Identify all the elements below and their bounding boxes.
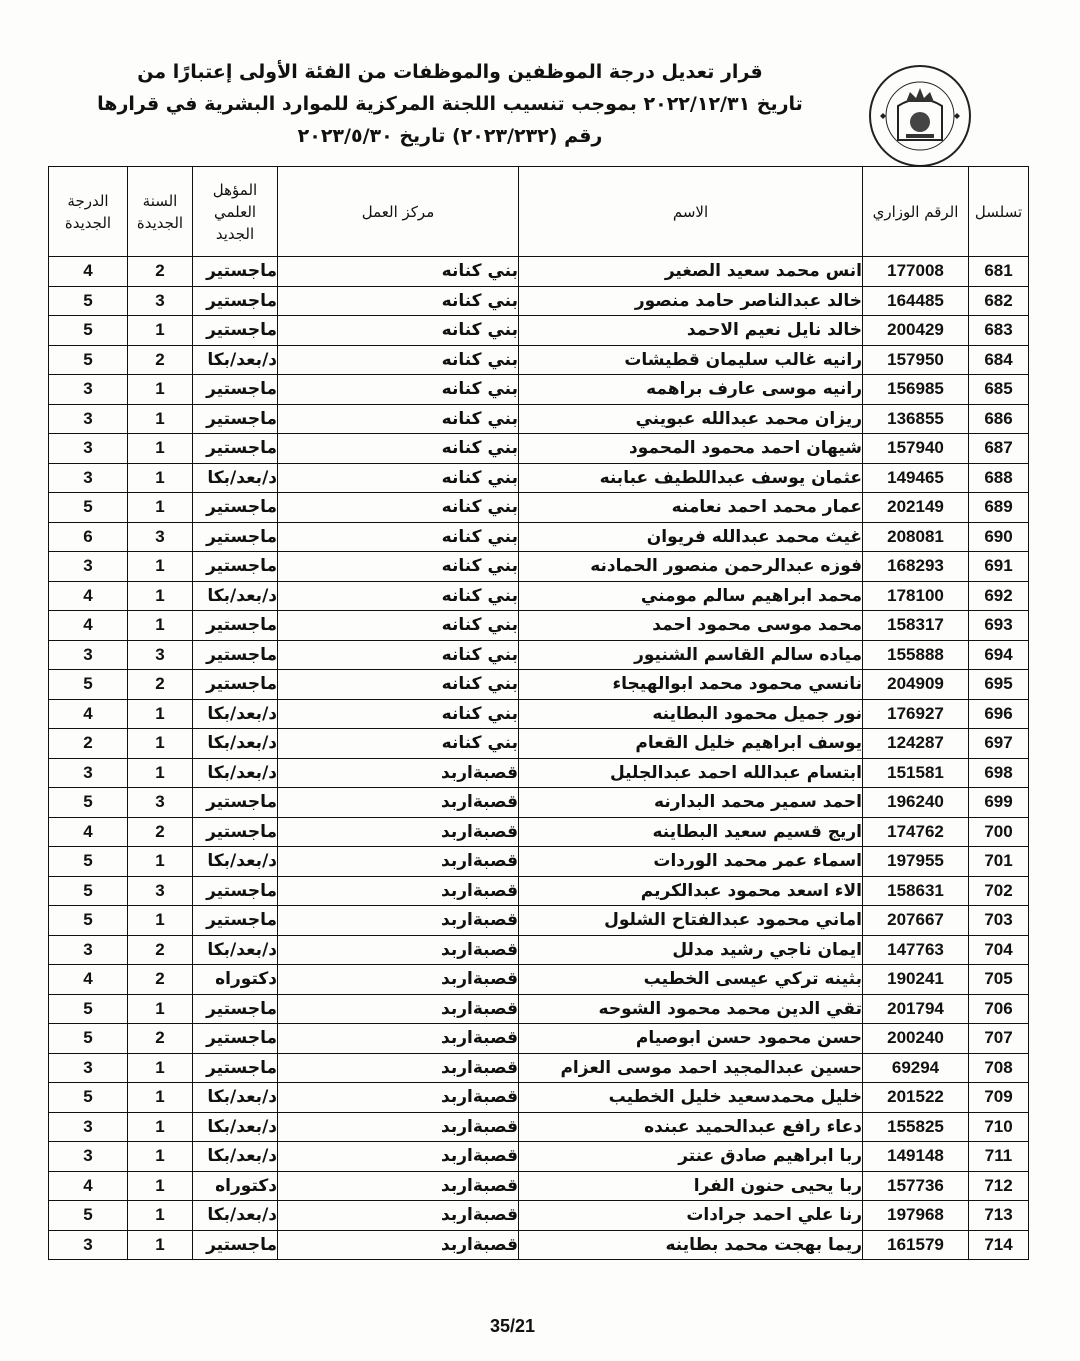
cell-work-center: بني كنانه: [278, 404, 519, 434]
cell-grade: 4: [49, 581, 128, 611]
cell-grade: 4: [49, 611, 128, 641]
cell-serial: 683: [969, 316, 1029, 346]
cell-work-center: بني كنانه: [278, 316, 519, 346]
cell-qualification: ماجستير: [193, 404, 278, 434]
cell-work-center: بني كنانه: [278, 286, 519, 316]
cell-name: دعاء رافع عبدالحميد عبنده: [519, 1112, 863, 1142]
cell-name: ايمان ناجي رشيد مدلل: [519, 935, 863, 965]
cell-work-center: قصبةاربد: [278, 1142, 519, 1172]
cell-grade: 5: [49, 994, 128, 1024]
cell-name: انس محمد سعيد الصغير: [519, 257, 863, 287]
table-row: [49, 876, 1029, 906]
cell-grade: 3: [49, 375, 128, 405]
cell-year: 1: [128, 316, 193, 346]
cell-serial: 705: [969, 965, 1029, 995]
cell-name: نانسي محمود محمد ابوالهيجاء: [519, 670, 863, 700]
cell-grade: 6: [49, 522, 128, 552]
cell-work-center: قصبةاربد: [278, 847, 519, 877]
cell-qualification: ماجستير: [193, 493, 278, 523]
cell-serial: 684: [969, 345, 1029, 375]
cell-name: شيهان احمد محمود المحمود: [519, 434, 863, 464]
cell-serial: 689: [969, 493, 1029, 523]
cell-grade: 4: [49, 1171, 128, 1201]
cell-year: 1: [128, 1112, 193, 1142]
cell-ministry-number: 196240: [863, 788, 969, 818]
table-row: [49, 463, 1029, 493]
cell-year: 2: [128, 670, 193, 700]
cell-serial: 695: [969, 670, 1029, 700]
cell-year: 3: [128, 876, 193, 906]
table-row: [49, 817, 1029, 847]
table-row: [49, 906, 1029, 936]
cell-ministry-number: 151581: [863, 758, 969, 788]
cell-serial: 690: [969, 522, 1029, 552]
cell-year: 1: [128, 581, 193, 611]
cell-serial: 700: [969, 817, 1029, 847]
cell-year: 1: [128, 847, 193, 877]
cell-ministry-number: 200240: [863, 1024, 969, 1054]
cell-name: خالد نايل نعيم الاحمد: [519, 316, 863, 346]
cell-qualification: ماجستير: [193, 906, 278, 936]
cell-serial: 708: [969, 1053, 1029, 1083]
cell-name: نور جميل محمود البطاينه: [519, 699, 863, 729]
cell-ministry-number: 178100: [863, 581, 969, 611]
cell-work-center: قصبةاربد: [278, 1201, 519, 1231]
cell-serial: 703: [969, 906, 1029, 936]
cell-grade: 3: [49, 434, 128, 464]
cell-name: عمار محمد احمد نعامنه: [519, 493, 863, 523]
cell-year: 1: [128, 758, 193, 788]
cell-ministry-number: 201522: [863, 1083, 969, 1113]
cell-ministry-number: 124287: [863, 729, 969, 759]
cell-serial: 687: [969, 434, 1029, 464]
cell-qualification: د/بعد/بكا: [193, 1112, 278, 1142]
cell-grade: 3: [49, 552, 128, 582]
cell-work-center: قصبةاربد: [278, 1083, 519, 1113]
cell-work-center: قصبةاربد: [278, 788, 519, 818]
cell-serial: 714: [969, 1230, 1029, 1260]
cell-ministry-number: 190241: [863, 965, 969, 995]
cell-name: رانيه موسى عارف براهمه: [519, 375, 863, 405]
cell-ministry-number: 168293: [863, 552, 969, 582]
cell-year: 1: [128, 699, 193, 729]
cell-year: 1: [128, 493, 193, 523]
cell-work-center: قصبةاربد: [278, 1024, 519, 1054]
cell-work-center: قصبةاربد: [278, 817, 519, 847]
cell-serial: 704: [969, 935, 1029, 965]
cell-qualification: دكتوراه: [193, 1171, 278, 1201]
table-row: [49, 375, 1029, 405]
header-work-center: مركز العمل: [278, 167, 519, 257]
table-row: [49, 847, 1029, 877]
cell-work-center: قصبةاربد: [278, 1112, 519, 1142]
cell-year: 1: [128, 375, 193, 405]
cell-work-center: قصبةاربد: [278, 758, 519, 788]
cell-serial: 711: [969, 1142, 1029, 1172]
table-row: [49, 345, 1029, 375]
cell-year: 1: [128, 1230, 193, 1260]
table-row: [49, 257, 1029, 287]
employees-table: [48, 166, 1029, 1260]
cell-qualification: ماجستير: [193, 316, 278, 346]
cell-serial: 682: [969, 286, 1029, 316]
cell-work-center: بني كنانه: [278, 434, 519, 464]
cell-work-center: بني كنانه: [278, 522, 519, 552]
cell-qualification: ماجستير: [193, 876, 278, 906]
table-row: [49, 611, 1029, 641]
cell-grade: 5: [49, 1083, 128, 1113]
cell-ministry-number: 156985: [863, 375, 969, 405]
header-new-grade: الدرجة الجديدة: [49, 167, 128, 257]
cell-serial: 707: [969, 1024, 1029, 1054]
table-row: [49, 699, 1029, 729]
table-body: [49, 257, 1029, 1260]
cell-serial: 688: [969, 463, 1029, 493]
cell-ministry-number: 201794: [863, 994, 969, 1024]
cell-work-center: بني كنانه: [278, 729, 519, 759]
cell-work-center: قصبةاربد: [278, 906, 519, 936]
cell-name: عثمان يوسف عبداللطيف عبابنه: [519, 463, 863, 493]
cell-grade: 5: [49, 670, 128, 700]
cell-name: غيث محمد عبدالله فريوان: [519, 522, 863, 552]
table-row: [49, 1171, 1029, 1201]
cell-work-center: بني كنانه: [278, 611, 519, 641]
cell-qualification: د/بعد/بكا: [193, 581, 278, 611]
cell-grade: 5: [49, 876, 128, 906]
cell-work-center: بني كنانه: [278, 581, 519, 611]
cell-ministry-number: 147763: [863, 935, 969, 965]
cell-qualification: ماجستير: [193, 788, 278, 818]
cell-ministry-number: 176927: [863, 699, 969, 729]
cell-grade: 5: [49, 286, 128, 316]
cell-grade: 3: [49, 463, 128, 493]
table-row: [49, 1201, 1029, 1231]
cell-year: 1: [128, 906, 193, 936]
cell-serial: 699: [969, 788, 1029, 818]
cell-ministry-number: 164485: [863, 286, 969, 316]
table-row: [49, 1230, 1029, 1260]
cell-qualification: ماجستير: [193, 640, 278, 670]
header-new-qualification: المؤهل العلمي الجديد: [193, 167, 278, 257]
cell-serial: 691: [969, 552, 1029, 582]
cell-ministry-number: 155825: [863, 1112, 969, 1142]
cell-ministry-number: 149148: [863, 1142, 969, 1172]
cell-ministry-number: 157736: [863, 1171, 969, 1201]
cell-name: ريزان محمد عبدالله عبويني: [519, 404, 863, 434]
cell-ministry-number: 157950: [863, 345, 969, 375]
cell-work-center: قصبةاربد: [278, 1230, 519, 1260]
cell-work-center: بني كنانه: [278, 375, 519, 405]
cell-ministry-number: 208081: [863, 522, 969, 552]
cell-ministry-number: 158631: [863, 876, 969, 906]
table-row: [49, 788, 1029, 818]
cell-year: 1: [128, 463, 193, 493]
table-row: [49, 522, 1029, 552]
cell-ministry-number: 177008: [863, 257, 969, 287]
ministry-emblem-icon: [866, 62, 974, 170]
cell-work-center: بني كنانه: [278, 257, 519, 287]
header-new-year: السنة الجديدة: [128, 167, 193, 257]
cell-qualification: د/بعد/بكا: [193, 729, 278, 759]
cell-year: 3: [128, 640, 193, 670]
cell-name: يوسف ابراهيم خليل القعام: [519, 729, 863, 759]
table-row: [49, 1112, 1029, 1142]
cell-grade: 3: [49, 1053, 128, 1083]
cell-year: 3: [128, 286, 193, 316]
cell-ministry-number: 197968: [863, 1201, 969, 1231]
cell-year: 2: [128, 1024, 193, 1054]
cell-grade: 4: [49, 699, 128, 729]
cell-ministry-number: 149465: [863, 463, 969, 493]
table-row: [49, 552, 1029, 582]
cell-qualification: ماجستير: [193, 1230, 278, 1260]
cell-grade: 5: [49, 1201, 128, 1231]
table-row: [49, 994, 1029, 1024]
cell-name: خليل محمدسعيد خليل الخطيب: [519, 1083, 863, 1113]
cell-name: بثينه تركي عيسى الخطيب: [519, 965, 863, 995]
cell-ministry-number: 157940: [863, 434, 969, 464]
cell-year: 1: [128, 1171, 193, 1201]
cell-qualification: د/بعد/بكا: [193, 1083, 278, 1113]
cell-grade: 4: [49, 257, 128, 287]
title-line-2: تاريخ ٢٠٢٢/١٢/٣١ بموجب تنسيب اللجنة المركزية للموارد البشرية في قرارها: [97, 93, 803, 115]
cell-work-center: بني كنانه: [278, 345, 519, 375]
cell-serial: 706: [969, 994, 1029, 1024]
cell-grade: 3: [49, 1230, 128, 1260]
cell-year: 1: [128, 994, 193, 1024]
cell-name: مياده سالم القاسم الشنيور: [519, 640, 863, 670]
cell-qualification: د/بعد/بكا: [193, 758, 278, 788]
cell-name: حسن محمود حسن ابوصيام: [519, 1024, 863, 1054]
cell-serial: 692: [969, 581, 1029, 611]
table-row: [49, 729, 1029, 759]
cell-qualification: ماجستير: [193, 1053, 278, 1083]
cell-qualification: ماجستير: [193, 257, 278, 287]
cell-grade: 3: [49, 640, 128, 670]
cell-qualification: ماجستير: [193, 994, 278, 1024]
cell-ministry-number: 204909: [863, 670, 969, 700]
header-ministry-number: الرقم الوزاري: [863, 167, 969, 257]
cell-serial: 681: [969, 257, 1029, 287]
cell-name: ريما بهجت محمد بطاينه: [519, 1230, 863, 1260]
cell-year: 2: [128, 257, 193, 287]
cell-ministry-number: 197955: [863, 847, 969, 877]
page-number: 35/21: [490, 1316, 536, 1336]
cell-qualification: ماجستير: [193, 522, 278, 552]
cell-qualification: د/بعد/بكا: [193, 1201, 278, 1231]
cell-ministry-number: 69294: [863, 1053, 969, 1083]
cell-ministry-number: 200429: [863, 316, 969, 346]
title-line-3: رقم (٢٠٢٣/٢٣٢) تاريخ ٢٠٢٣/٥/٣٠: [297, 125, 603, 147]
cell-work-center: قصبةاربد: [278, 935, 519, 965]
cell-serial: 702: [969, 876, 1029, 906]
table-row: [49, 640, 1029, 670]
cell-grade: 5: [49, 788, 128, 818]
cell-qualification: ماجستير: [193, 434, 278, 464]
cell-year: 1: [128, 404, 193, 434]
cell-grade: 4: [49, 965, 128, 995]
cell-work-center: قصبةاربد: [278, 876, 519, 906]
table-header-row: [49, 167, 1029, 257]
cell-grade: 3: [49, 1142, 128, 1172]
cell-name: ربا يحيى حنون الفرا: [519, 1171, 863, 1201]
cell-name: تقي الدين محمد محمود الشوحه: [519, 994, 863, 1024]
cell-qualification: د/بعد/بكا: [193, 1142, 278, 1172]
cell-serial: 686: [969, 404, 1029, 434]
cell-serial: 709: [969, 1083, 1029, 1113]
cell-name: محمد موسى محمود احمد: [519, 611, 863, 641]
cell-work-center: بني كنانه: [278, 493, 519, 523]
cell-serial: 710: [969, 1112, 1029, 1142]
cell-ministry-number: 207667: [863, 906, 969, 936]
table-row: [49, 1053, 1029, 1083]
cell-qualification: ماجستير: [193, 286, 278, 316]
cell-year: 1: [128, 552, 193, 582]
table-row: [49, 286, 1029, 316]
document-title: [60, 56, 840, 152]
cell-name: حسين عبدالمجيد احمد موسى العزام: [519, 1053, 863, 1083]
cell-year: 1: [128, 1053, 193, 1083]
cell-grade: 2: [49, 729, 128, 759]
cell-ministry-number: 174762: [863, 817, 969, 847]
cell-year: 2: [128, 965, 193, 995]
cell-name: رنا علي احمد جرادات: [519, 1201, 863, 1231]
cell-name: اماني محمود عبدالفتاح الشلول: [519, 906, 863, 936]
cell-qualification: ماجستير: [193, 817, 278, 847]
cell-ministry-number: 158317: [863, 611, 969, 641]
cell-name: الاء اسعد محمود عبدالكريم: [519, 876, 863, 906]
cell-ministry-number: 136855: [863, 404, 969, 434]
table-row: [49, 935, 1029, 965]
cell-year: 1: [128, 1142, 193, 1172]
cell-work-center: بني كنانه: [278, 463, 519, 493]
cell-name: ربا ابراهيم صادق عنتر: [519, 1142, 863, 1172]
cell-serial: 693: [969, 611, 1029, 641]
cell-grade: 5: [49, 316, 128, 346]
table-row: [49, 404, 1029, 434]
cell-year: 1: [128, 1083, 193, 1113]
cell-grade: 5: [49, 493, 128, 523]
cell-ministry-number: 155888: [863, 640, 969, 670]
cell-qualification: ماجستير: [193, 611, 278, 641]
cell-name: اريج قسيم سعيد البطاينه: [519, 817, 863, 847]
title-line-1: قرار تعديل درجة الموظفين والموظفات من الفئة الأولى إعتبارًا من: [137, 61, 763, 83]
cell-year: 3: [128, 788, 193, 818]
cell-grade: 4: [49, 817, 128, 847]
table-row: [49, 434, 1029, 464]
cell-serial: 696: [969, 699, 1029, 729]
table-row: [49, 965, 1029, 995]
cell-qualification: د/بعد/بكا: [193, 345, 278, 375]
cell-name: اسماء عمر محمد الوردات: [519, 847, 863, 877]
cell-grade: 3: [49, 1112, 128, 1142]
cell-name: احمد سمير محمد البدارنه: [519, 788, 863, 818]
cell-serial: 701: [969, 847, 1029, 877]
cell-name: خالد عبدالناصر حامد منصور: [519, 286, 863, 316]
cell-work-center: بني كنانه: [278, 552, 519, 582]
header-serial: تسلسل: [969, 167, 1029, 257]
cell-grade: 3: [49, 404, 128, 434]
cell-serial: 697: [969, 729, 1029, 759]
cell-year: 1: [128, 729, 193, 759]
cell-work-center: بني كنانه: [278, 699, 519, 729]
cell-year: 1: [128, 611, 193, 641]
cell-qualification: دكتوراه: [193, 965, 278, 995]
cell-grade: 5: [49, 1024, 128, 1054]
cell-qualification: د/بعد/بكا: [193, 847, 278, 877]
cell-work-center: بني كنانه: [278, 640, 519, 670]
cell-qualification: ماجستير: [193, 375, 278, 405]
table-row: [49, 316, 1029, 346]
table-row: [49, 1024, 1029, 1054]
cell-year: 1: [128, 434, 193, 464]
cell-grade: 5: [49, 906, 128, 936]
cell-name: ابتسام عبدالله احمد عبدالجليل: [519, 758, 863, 788]
cell-work-center: قصبةاربد: [278, 994, 519, 1024]
cell-serial: 685: [969, 375, 1029, 405]
cell-serial: 712: [969, 1171, 1029, 1201]
table-row: [49, 1083, 1029, 1113]
table-row: [49, 493, 1029, 523]
cell-grade: 5: [49, 345, 128, 375]
cell-grade: 5: [49, 847, 128, 877]
cell-qualification: ماجستير: [193, 552, 278, 582]
cell-work-center: قصبةاربد: [278, 1053, 519, 1083]
cell-year: 2: [128, 817, 193, 847]
cell-work-center: بني كنانه: [278, 670, 519, 700]
table-row: [49, 758, 1029, 788]
cell-qualification: د/بعد/بكا: [193, 699, 278, 729]
cell-serial: 713: [969, 1201, 1029, 1231]
cell-ministry-number: 202149: [863, 493, 969, 523]
cell-grade: 3: [49, 758, 128, 788]
cell-name: فوزه عبدالرحمن منصور الحمادنه: [519, 552, 863, 582]
cell-work-center: قصبةاربد: [278, 965, 519, 995]
cell-name: رانيه غالب سليمان قطيشات: [519, 345, 863, 375]
cell-qualification: د/بعد/بكا: [193, 463, 278, 493]
table-row: [49, 670, 1029, 700]
cell-year: 3: [128, 522, 193, 552]
cell-year: 1: [128, 1201, 193, 1231]
header-name: الاسم: [519, 167, 863, 257]
cell-name: محمد ابراهيم سالم مومني: [519, 581, 863, 611]
cell-grade: 3: [49, 935, 128, 965]
cell-ministry-number: 161579: [863, 1230, 969, 1260]
cell-qualification: ماجستير: [193, 1024, 278, 1054]
cell-year: 2: [128, 935, 193, 965]
cell-work-center: قصبةاربد: [278, 1171, 519, 1201]
cell-serial: 698: [969, 758, 1029, 788]
cell-qualification: ماجستير: [193, 670, 278, 700]
cell-year: 2: [128, 345, 193, 375]
table-row: [49, 1142, 1029, 1172]
cell-serial: 694: [969, 640, 1029, 670]
cell-qualification: د/بعد/بكا: [193, 935, 278, 965]
table-row: [49, 581, 1029, 611]
